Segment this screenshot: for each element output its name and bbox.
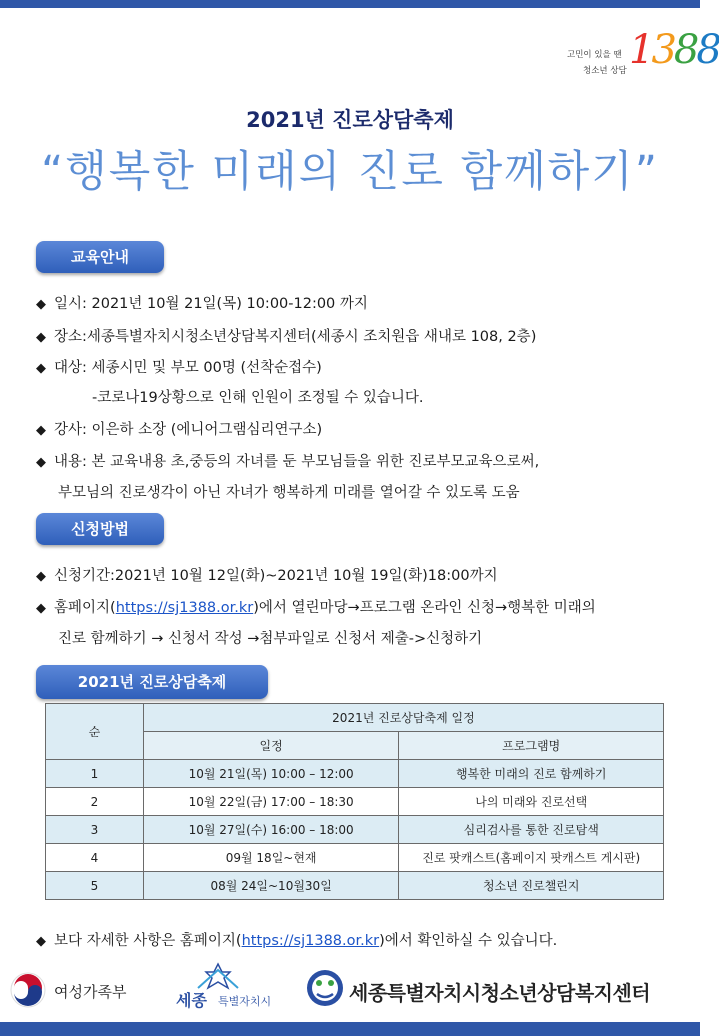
row-num: 2	[46, 788, 144, 816]
taegeuk-icon	[10, 972, 46, 1008]
row-date: 10월 21일(목) 10:00 – 12:00	[143, 760, 399, 788]
center-name: 세종특별자치시청소년상담복지센터	[349, 981, 651, 1005]
logo-1388-digits: 1388	[629, 27, 719, 73]
section-tab-festival: 2021년 진로상담축제	[36, 665, 268, 699]
ministry-name: 여성가족부	[54, 983, 127, 1001]
row-date: 10월 22일(금) 17:00 – 18:30	[143, 788, 399, 816]
info-item-content-cont: 부모님의 진로생각이 아닌 자녀가 행복하게 미래를 열어갈 수 있도록 도움	[58, 485, 520, 501]
diamond-bullet-icon: ◆	[36, 330, 46, 345]
event-subtitle: 2021년 진로상담축제	[246, 108, 454, 132]
footer-logos	[0, 960, 700, 1016]
sejong-city-logo	[168, 962, 288, 1012]
schedule-table	[45, 703, 664, 900]
diamond-bullet-icon: ◆	[36, 601, 46, 616]
footnote: ◆ 보다 자세한 사항은 홈페이지(https://sj1388.or.kr)에서 확인하실 수 있습니다.	[36, 933, 558, 949]
apply-homepage-cont: 진로 함께하기 → 신청서 작성 →첨부파일로 신청서 제출->신청하기	[58, 631, 483, 647]
logo-tagline-1: 고민이 있을 땐	[567, 50, 622, 60]
table-row	[46, 844, 664, 872]
row-num: 4	[46, 844, 144, 872]
table-header-date: 일정	[143, 732, 399, 760]
diamond-bullet-icon: ◆	[36, 455, 46, 470]
table-header-program: 프로그램명	[399, 732, 664, 760]
row-program: 진로 팟캐스트(홈페이지 팟캐스트 게시판)	[399, 844, 664, 872]
diamond-bullet-icon: ◆	[36, 423, 46, 438]
top-border	[0, 0, 700, 8]
row-date: 08월 24일~10월30일	[143, 872, 399, 900]
diamond-bullet-icon: ◆	[36, 569, 46, 584]
diamond-bullet-icon: ◆	[36, 361, 46, 376]
homepage-link[interactable]: https://sj1388.or.kr	[241, 933, 380, 949]
logo-tagline-2: 청소년 상담	[583, 66, 627, 76]
row-date: 09월 18일~현재	[143, 844, 399, 872]
table-header-group: 2021년 진로상담축제 일정	[143, 704, 663, 732]
row-date: 10월 27일(수) 16:00 – 18:00	[143, 816, 399, 844]
youth-counseling-1388-logo	[565, 24, 719, 80]
table-row	[46, 760, 664, 788]
info-item-covid-note: -코로나19상황으로 인해 인원이 조정될 수 있습니다.	[92, 390, 424, 406]
apply-homepage: ◆ 홈페이지(https://sj1388.or.kr)에서 열린마당→프로그램 온라인 신청→행복한 미래의	[36, 600, 596, 616]
info-item-content: ◆ 내용: 본 교육내용 초,중등의 자녀를 둔 부모님들을 위한 진로부모교육으로써,	[36, 454, 540, 470]
table-row	[46, 872, 664, 900]
row-num: 5	[46, 872, 144, 900]
section-tab-education-info: 교육안내	[36, 241, 164, 273]
row-program: 나의 미래와 진로선택	[399, 788, 664, 816]
info-item-target: ◆ 대상: 세종시민 및 부모 00명 (선착순접수)	[36, 360, 322, 376]
bottom-border	[0, 1022, 700, 1036]
sejong-sub: 특별자치시	[218, 995, 272, 1008]
row-num: 1	[46, 760, 144, 788]
table-row	[46, 816, 664, 844]
row-program: 행복한 미래의 진로 함께하기	[399, 760, 664, 788]
diamond-bullet-icon: ◆	[36, 934, 46, 949]
diamond-bullet-icon: ◆	[36, 297, 46, 312]
homepage-link[interactable]: https://sj1388.or.kr	[115, 600, 254, 616]
event-title: “행복한 미래의 진로 함께하기”	[40, 147, 659, 197]
table-header-num: 순	[46, 704, 144, 760]
row-program: 심리검사를 통한 진로탐색	[399, 816, 664, 844]
info-item-location: ◆ 장소:세종특별자치시청소년상담복지센터(세종시 조치원읍 새내로 108, 2층)	[36, 329, 537, 345]
row-num: 3	[46, 816, 144, 844]
info-item-datetime: ◆ 일시: 2021년 10월 21일(목) 10:00-12:00 까지	[36, 296, 368, 312]
table-row	[46, 788, 664, 816]
center-emblem-icon	[305, 968, 345, 1008]
apply-period: ◆ 신청기간:2021년 10월 12일(화)~2021년 10월 19일(화)18:00까지	[36, 568, 498, 584]
counseling-center-logo	[305, 968, 695, 1010]
row-program: 청소년 진로챌린지	[399, 872, 664, 900]
info-item-lecturer: ◆ 강사: 이은하 소장 (에니어그램심리연구소)	[36, 422, 323, 438]
section-tab-how-to-apply: 신청방법	[36, 513, 164, 545]
sejong-word: 세종	[176, 991, 207, 1010]
